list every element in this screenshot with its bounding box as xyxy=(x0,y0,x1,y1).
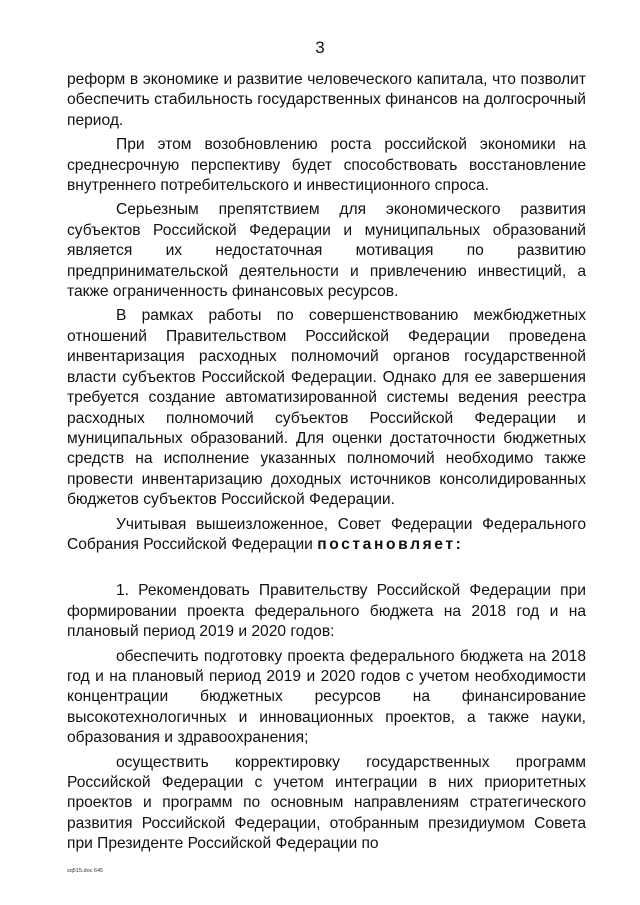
paragraph-recommendation-1: 1. Рекомендовать Правительству Российской Федерации при формировании проекта федерального бюджета на 2018 год и на плановый период 2019 и 2020 годов: xyxy=(67,582,586,641)
paragraph-program-adjustment: осуществить корректировку государственных программ Российской Федерации с учетом интеграции в них приоритетных проектов и программ по основным направлениям стратегического развития Российской Федерации, отобранным президиумом Совета при Президенте Российской Федерации по xyxy=(67,753,586,853)
paragraph-economic-growth: При этом возобновлению роста российской экономики на среднесрочную перспективу будет способствовать восстановление внутреннего потребительского и инвестиционного спроса. xyxy=(67,136,586,195)
resolution-intro-text: Учитывая вышеизложенное, Совет Федерации Федерального Собрания Российской Федерации xyxy=(67,515,586,553)
page-number: 3 xyxy=(315,38,325,57)
file-footer: sq515.doc 645 xyxy=(67,868,104,874)
paragraph-obstacles: Серьезным препятствием для экономического развития субъектов Российской Федерации и муниципальных образований является их недостаточная мотивация по развитию предпринимательской деятельности и привлечению инвестиций, а также ограниченность финансовых ресурсов. xyxy=(67,201,586,301)
paragraph-interbudget-relations: В рамках работы по совершенствованию межбюджетных отношений Правительством Российской Федерации проведена инвентаризация расходных полномочий органов государственной власти субъектов Российской Федерации. Однако для ее завершения требуется создание автоматизированной системы ведения реестра расходных полномочий субъектов Российской Федерации и муниципальных образований. Для оценки достаточности бюджетных средств на исполнение указанных полномочий необходимо также провести инвентаризацию доходных источников консолидированных бюджетов субъектов Российской Федерации. xyxy=(67,307,586,509)
paragraph-continuation: реформ в экономике и развитие человеческого капитала, что позволит обеспечить стабильность государственных финансов на долгосрочный период. xyxy=(67,71,586,129)
resolution-keyword: постановляет: xyxy=(317,535,464,553)
document-body xyxy=(67,70,586,855)
paragraph-budget-preparation: обеспечить подготовку проекта федерального бюджета на 2018 год и на плановый период 2019 и 2020 годов с учетом необходимости концентрации бюджетных ресурсов на финансирование высокотехнологичных и инновационных проектов, а также науки, образования и здравоохранения; xyxy=(67,647,586,747)
paragraph-resolution-intro xyxy=(67,515,586,556)
